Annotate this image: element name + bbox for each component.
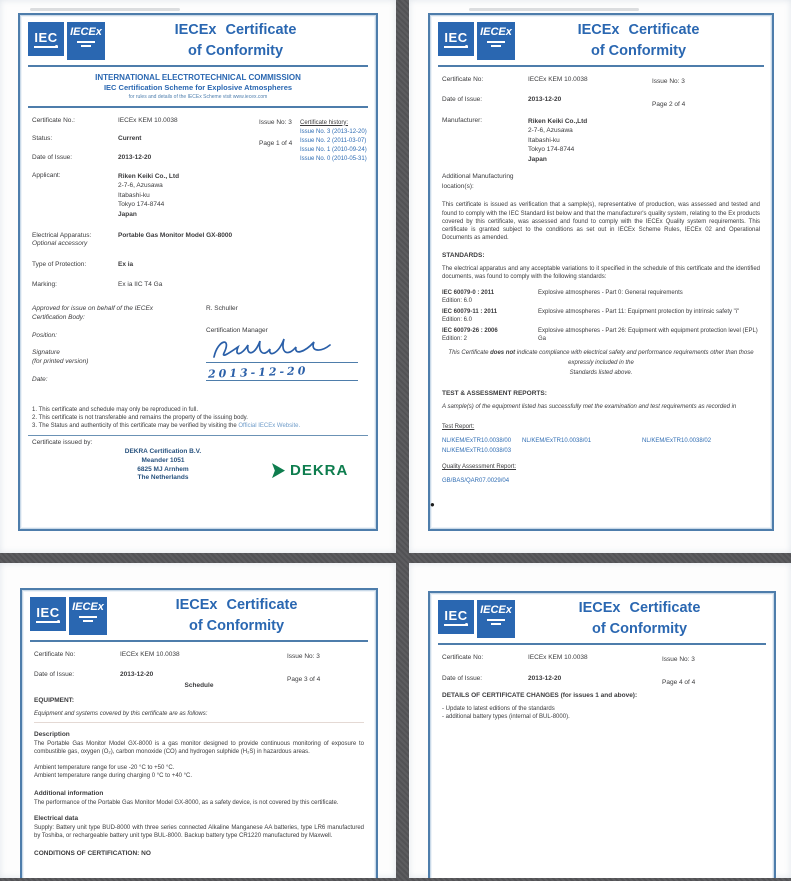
description-section (22, 731, 376, 859)
date-label: Date of Issue: (34, 671, 75, 679)
equipment-title: EQUIPMENT: (34, 696, 75, 704)
history-link[interactable]: Issue No. 0 (2010-05-31) (300, 155, 367, 162)
iecex-logo-icon: IECEx (477, 600, 515, 638)
protection-label: Type of Protection: (32, 260, 87, 268)
ambient-charging: Ambient temperature range during charging 0 °C to +40 °C. (34, 772, 193, 779)
test-report-link[interactable]: NL/KEM/ExTR10.0038/00 (442, 438, 512, 445)
scan-artifact (30, 8, 180, 11)
iec-logo-icon: IEC (438, 600, 474, 634)
standards-list (442, 289, 760, 344)
date-value: 2013-12-20 (120, 671, 154, 679)
issue-page-column (662, 656, 695, 688)
description-text: The Portable Gas Monitor Model GX-8000 is a gas monitor designed to provide continuous monitoring of exposure to combustible gas, oxygen (O₂), carbon monoxide (CO) and hydrogen sulphide (H₂S) in hazardous areas. (34, 740, 364, 755)
logos (30, 597, 107, 635)
apparatus-label: Electrical Apparatus: Optional accessory (32, 232, 92, 248)
faint-divider (34, 722, 364, 723)
page4-header (430, 593, 774, 641)
issuer-section (20, 436, 376, 482)
standard-item: IEC 60079-26 : 2006 Edition: 2 Explosive atmospheres - Part 26: Equipment with equipment protection level (EPL) Ga (442, 327, 760, 343)
cert-no-value: IECEx KEM 10.0038 (528, 654, 588, 661)
cert-no-value: IECEx KEM 10.0038 (118, 116, 178, 124)
official-iecex-website-link[interactable]: Official IECEx Website. (238, 422, 301, 429)
certificate-frame-3 (20, 588, 378, 878)
certificate-frame-4 (428, 591, 776, 878)
approver-name: R. Schuller (206, 304, 238, 312)
handwritten-date: 2013-12-20 (207, 364, 309, 381)
scan-mark: ●︎ (428, 499, 436, 510)
issued-by-label: Certificate issued by: (32, 439, 93, 447)
signature-label: Signature (for printed version) (32, 349, 89, 366)
approved-by-label: Approved for issue on behalf of the IECEx Certification Body: Position: Signature (for printed version) Date: (32, 304, 202, 385)
date-value: 2013-12-20 (528, 96, 562, 104)
changes-section (430, 692, 774, 721)
change-item: - additional battery types (internal of BUL-8000). (442, 713, 570, 720)
date-signed-label: Date: (32, 376, 48, 384)
page-1 (0, 0, 396, 553)
test-report-link[interactable]: NL/KEM/ExTR10.0038/02 (642, 438, 712, 445)
iecex-logo-icon: IECEx (69, 597, 107, 635)
cert-no-label: Certificate No.: (32, 116, 75, 124)
qar-link[interactable]: GB/BAS/QAR07.0029/04 (442, 478, 510, 485)
status-value: Current (118, 135, 142, 143)
logos (438, 600, 515, 638)
issue-no: Issue No: 3 (259, 118, 292, 126)
history-link[interactable]: Issue No. 2 (2011-03-07) (300, 137, 367, 144)
issue-no: Issue No: 3 (287, 653, 320, 660)
standard-item: IEC 60079-11 : 2011 Edition: 6.0 Explosive atmospheres - Part 11: Equipment protection by intrinsic safety "i" (442, 309, 740, 324)
standard-item: IEC 60079-0 : 2011 Edition: 6.0 Explosive atmospheres - Part 0: General requirements (442, 289, 683, 304)
history-link[interactable]: Issue No. 1 (2010-09-24) (300, 146, 367, 153)
iecex-logo-icon: IECEx (477, 22, 515, 60)
scan-artifact (469, 8, 639, 11)
issuer-address: DEKRA Certification B.V. Meander 1051 6825 MJ Arnhem The Netherlands (124, 448, 202, 482)
additional-info-title: Additional information (34, 789, 104, 797)
description-title: Description (34, 730, 70, 738)
test-report-link[interactable]: NL/KEM/ExTR10.0038/01 (522, 438, 592, 445)
electrical-data-title: Electrical data (34, 814, 79, 822)
cert-no-label: Certificate No: (34, 651, 76, 658)
cert-no-value: IECEx KEM 10.0038 (120, 651, 180, 658)
issue-no: Issue No: 3 (652, 78, 685, 85)
page2-header (430, 15, 772, 63)
page-2 (409, 0, 791, 553)
dekra-wordmark: DEKRA (290, 462, 349, 480)
applicant-label: Applicant: (32, 171, 61, 179)
issue-no: Issue No: 3 (662, 656, 695, 663)
page1-fields (20, 108, 376, 290)
date-label: Date of Issue: (442, 96, 483, 104)
certificate-intro: This certificate is issued as verification that a sample(s), representative of production, was assessed and tested and found to comply with the IEC Standard list below and that the manufacturer's quality system, relating to the Ex products covered by this certificate, was assessed and found to comply with the IECEx Quality system requirements. This certificate is granted subject to the conditions as set out in IECEx Scheme Rules, IECEx 02 and Operational Documents as amended. (442, 202, 760, 241)
certificate-title: IECEx Certificate of Conformity (578, 600, 701, 637)
cert-no-value: IECEx KEM 10.0038 (528, 76, 588, 83)
date-value: 2013-12-20 (528, 675, 562, 683)
ambient-use: Ambient temperature range for use -20 °C to +50 °C. (34, 764, 175, 771)
tests-title: TEST & ASSESSMENT REPORTS: (442, 390, 547, 398)
page-no: Page 4 of 4 (662, 679, 696, 687)
marking-label: Marking: (32, 281, 57, 289)
compliance-note: This Certificate does not indicate compliance with electrical safety and performance requirements other than those expressly included in the Standards listed above. (448, 350, 754, 376)
logos (28, 22, 105, 60)
test-report-label: Test Report: (442, 424, 475, 431)
history-link[interactable]: Issue No. 3 (2013-12-20) (300, 128, 367, 135)
manufacturer-label: Manufacturer: (442, 116, 483, 124)
header-rule (28, 65, 368, 67)
iec-logo-icon: IEC (30, 597, 66, 631)
position-label: Position: (32, 331, 57, 339)
footnote-3: 3. The Status and authenticity of this certificate may be verified by visiting the Official IECEx Website. (32, 422, 301, 429)
page-no: Page 1 of 4 (259, 140, 293, 148)
manufacturer-address: Riken Keiki Co.,Ltd 2-7-6, Azusawa Itabashi-ku Tokyo 174-8744 Japan (528, 117, 588, 163)
issue-page-column (259, 119, 292, 149)
change-item: - Update to latest editions of the standards (442, 705, 555, 712)
optional-accessory-label: Optional accessory (32, 240, 88, 248)
standard-desc: Explosive atmospheres - Part 0: General requirements (538, 289, 683, 296)
test-report-link[interactable]: NL/KEM/ExTR10.0038/03 (442, 448, 512, 455)
approver-position: Certification Manager (206, 326, 268, 334)
additional-mfg-label: Additional Manufacturing location(s): (442, 172, 514, 190)
electrical-data-text: Supply: Battery unit type BUD-8000 with three series connected Alkaline Manganese AA batteries, type LR6 manufactured by Toshiba, or rechargeable battery unit type BUL-8000. Backup battery type CR1220 manufactured by Maxwell. (34, 824, 364, 839)
apparatus-value: Portable Gas Monitor Model GX-8000 (118, 232, 233, 240)
date-label: Date of Issue: (32, 153, 73, 161)
standard-desc: Explosive atmospheres - Part 11: Equipment protection by intrinsic safety "i" (538, 309, 740, 316)
page1-header (20, 15, 376, 63)
logos (438, 22, 515, 60)
equipment-section (22, 697, 376, 718)
page2-fields (430, 67, 772, 191)
commission-title: INTERNATIONAL ELECTROTECHNICAL COMMISSION (95, 73, 301, 82)
equipment-intro: Equipment and systems covered by this certificate are as follows: (34, 710, 208, 717)
footnotes (20, 400, 376, 430)
iecex-logo-icon: IECEx (67, 22, 105, 60)
approval-section (20, 300, 376, 400)
tests-section (430, 390, 772, 485)
dekra-logo (272, 462, 348, 479)
page-4 (409, 563, 791, 878)
standards-title: STANDARDS: (442, 251, 485, 259)
iec-logo-icon: IEC (438, 22, 474, 56)
standard-desc: Explosive atmospheres - Part 26: Equipment with equipment protection level (EPL) Ga (538, 328, 758, 343)
certificate-title: IECEx Certificate of Conformity (175, 597, 298, 634)
scheme-note: for rules and details of the IECEx Scheme visit www.iecex.com (128, 94, 268, 101)
date-label: Date of Issue: (442, 675, 483, 683)
certificate-title: IECEx Certificate of Conformity (577, 22, 700, 59)
status-label: Status: (32, 135, 53, 143)
applicant-address: Riken Keiki Co., Ltd 2-7-6, Azusawa Itabashi-ku Tokyo 174-8744 Japan (118, 172, 180, 218)
certificate-frame-2 (428, 13, 774, 531)
cert-no-label: Certificate No: (442, 76, 484, 83)
approval-right-column (206, 304, 364, 382)
dekra-triangle-icon (272, 463, 285, 478)
standards-section (430, 252, 772, 378)
page-no: Page 3 of 4 (287, 676, 321, 684)
tests-intro: A sample(s) of the equipment listed has successfully met the examination and test requirements as recorded in (442, 404, 737, 411)
additional-info-text: The performance of the Portable Gas Monitor Model GX-8000, as a safety device, is not covered by this certificate. (34, 799, 339, 806)
signature-image (206, 333, 364, 381)
page3-header (22, 590, 376, 638)
footnote-1: 1. This certificate and schedule may only be reproduced in full. (32, 406, 198, 413)
protection-value: Ex ia (118, 260, 134, 268)
history-title: Certificate history: (300, 119, 349, 126)
certificate-frame-1 (18, 13, 378, 531)
issue-page-column (287, 653, 320, 685)
commission-block (20, 73, 376, 101)
footnote-2: 2. This certificate is not transferable and remains the property of the issuing body. (32, 414, 248, 421)
iec-logo-icon: IEC (28, 22, 64, 56)
standards-intro: The electrical apparatus and any acceptable variations to it specified in the schedule of this certificate and the identified documents, was found to comply with the following standards: (442, 265, 760, 280)
schedule-heading: Schedule (184, 681, 214, 689)
qar-label: Quality Assessment Report: (442, 464, 517, 471)
date-value: 2013-12-20 (118, 153, 152, 161)
scheme-title: IEC Certification Scheme for Explosive Atmospheres (103, 83, 293, 92)
conditions-heading: CONDITIONS OF CERTIFICATION: NO (34, 849, 151, 857)
test-report-links-row (442, 437, 760, 445)
page-3 (0, 563, 396, 878)
changes-title: DETAILS OF CERTIFICATE CHANGES (for issues 1 and above): (442, 691, 638, 699)
page-no: Page 2 of 4 (652, 101, 686, 109)
marking-value: Ex ia IIC T4 Ga (118, 281, 163, 289)
certificate-history (300, 119, 374, 164)
issue-page-column (652, 78, 685, 110)
page4-fields (430, 645, 774, 687)
certificate-title: IECEx Certificate of Conformity (174, 22, 297, 59)
cert-no-label: Certificate No: (442, 654, 484, 661)
page3-fields (22, 642, 376, 684)
